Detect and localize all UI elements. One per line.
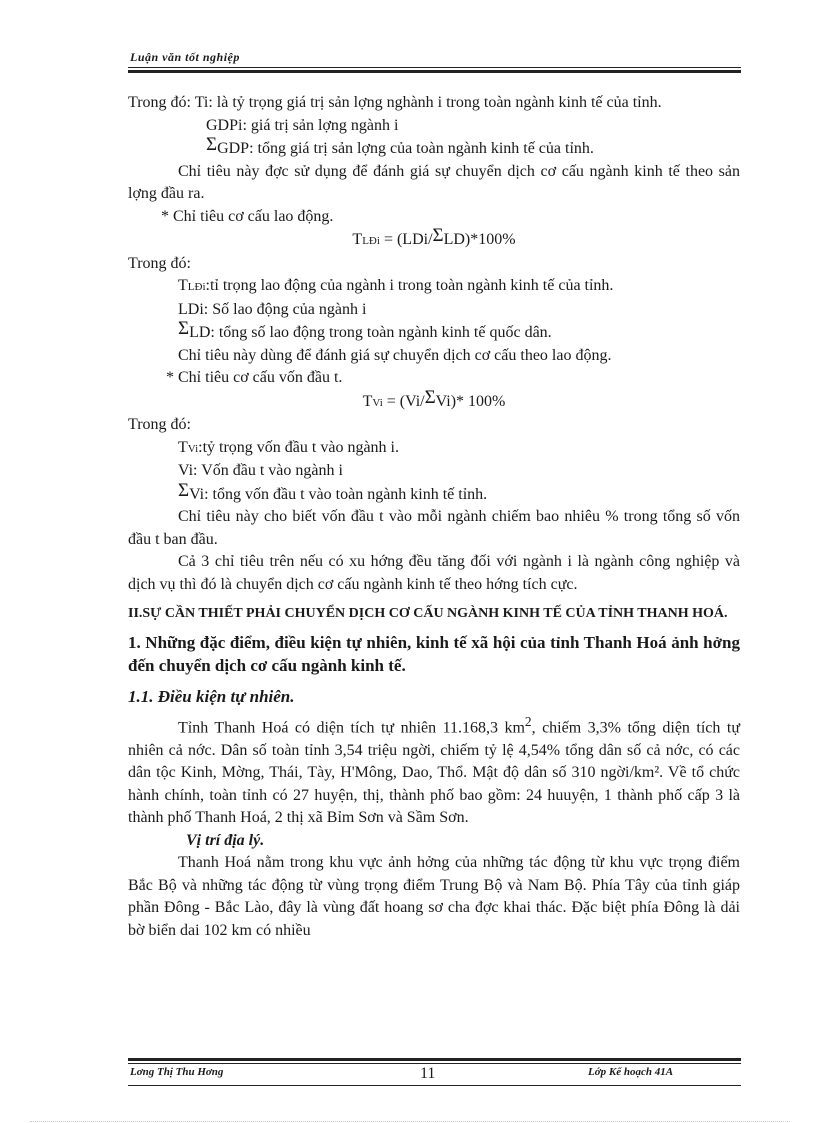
subscript: Vi xyxy=(187,442,199,455)
section-heading: II.SỰ CẦN THIẾT PHẢI CHUYỂN DỊCH CƠ CẤU NGÀNH KINH TẾ CỦA TỈNH THANH HOÁ. xyxy=(128,606,728,621)
paragraph xyxy=(128,437,740,461)
paragraph xyxy=(128,318,740,345)
paragraph xyxy=(128,134,740,161)
paragraph: GDPi: giá trị sản lợng ngành i xyxy=(206,116,399,134)
formula-t: T xyxy=(352,231,363,248)
header-title: Luận văn tốt nghiệp xyxy=(130,50,240,64)
text: T xyxy=(178,438,188,456)
header-rule xyxy=(128,67,741,68)
text: :tỉ trọng lao động của ngành i trong toàn ngành kinh tế của tỉnh. xyxy=(205,277,614,294)
subscript: LĐi xyxy=(187,281,206,293)
formula-labor xyxy=(128,225,740,253)
formula-sub: Vi xyxy=(372,396,383,409)
footer-author: Lơng Thị Thu Hơng xyxy=(130,1066,224,1078)
paragraph-location: Thanh Hoá nằm trong khu vực ảnh hởng của những tác động từ khu vực trọng điểm Bắc Bộ và những tác động từ vùng trọng điểm Trung Bộ và Nam Bộ. Phía Tây của tỉnh giáp phần Đông - Bắc Lào, đây là vùng đất hoang sơ cha đợc khai thác. Đặc biệt phía Đông là dải bờ biển dai 102 km có nhiều xyxy=(128,854,740,939)
heading-1: 1. Những đặc điểm, điều kiện tự nhiên, kinh tế xã hội của tỉnh Thanh Hoá ảnh hởng đến chuyển dịch cơ cấu ngành kinh tế. xyxy=(128,633,740,675)
paragraph xyxy=(128,479,740,507)
text: GDP: tổng giá trị sản lợng của toàn ngành kinh tế của tỉnh. xyxy=(217,140,594,157)
paragraph: Vi: Vốn đầu t vào ngành i xyxy=(178,462,343,479)
text: T xyxy=(178,277,188,294)
formula-sub: LĐi xyxy=(362,235,380,247)
page-body xyxy=(128,92,740,942)
paragraph: Trong đó: xyxy=(128,254,191,272)
text: , chiếm 3,3% tổng diện tích tự nhiên cả nớc. Dân số toàn tỉnh 3,54 triệu ngời, chiếm tỷ lệ 4,54% tổng dân số cả nớc, có các dân tộc Kinh, Mờng, Thái, Tày, H'Mông, Dao, Thổ. Mật độ dân số 310 ngời/km². Về tổ chức hành chính, toàn tỉnh có 27 huyện, thị, thành phố bao gồm: 24 huuyện, 1 thành phố cấp 3 là thành phố Thanh Hoá, 2 thị xã Bỉm Sơn và Sầm Sơn. xyxy=(128,719,740,827)
formula-capital xyxy=(128,386,740,415)
formula-end: LD)*100% xyxy=(443,231,516,248)
sigma-symbol: Σ xyxy=(178,479,190,501)
formula-mid: = (LDi/ xyxy=(379,231,433,248)
paragraph-natural xyxy=(128,711,740,830)
footer-rule-thick xyxy=(128,1058,741,1061)
heading-1-1: 1.1. Điều kiện tự nhiên. xyxy=(128,687,295,706)
paragraph: Trong đó: xyxy=(128,416,191,433)
paragraph: Cả 3 chỉ tiêu trên nếu có xu hớng đều tăng đối với ngành i là ngành công nghiệp và dịch vụ thì đó là chuyển dịch cơ cấu ngành kinh tế theo hớng tích cực. xyxy=(128,553,740,593)
paragraph: Chỉ tiêu này cho biết vốn đầu t vào mỗi ngành chiếm bao nhiêu % trong tổng số vốn đầu t ban đầu. xyxy=(128,508,740,548)
footer-rule-bottom xyxy=(128,1085,741,1086)
paragraph: Chỉ tiêu này dùng để đánh giá sự chuyển dịch cơ cấu theo lao động. xyxy=(178,346,612,364)
formula-mid: = (Vi/ xyxy=(382,392,425,410)
header-rule-thick xyxy=(128,70,741,73)
text: LD: tổng số lao động trong toàn ngành kinh tế quốc dân. xyxy=(189,324,552,341)
formula-end: Vi)* 100% xyxy=(435,392,506,410)
footer-class: Lớp Kế hoạch 41A xyxy=(588,1066,674,1078)
page-number: 11 xyxy=(420,1065,436,1082)
text: :tỷ trọng vốn đầu t vào ngành i. xyxy=(198,438,399,456)
paragraph: * Chỉ tiêu cơ cấu lao động. xyxy=(161,207,334,225)
sigma-symbol: Σ xyxy=(178,318,190,339)
footer-rule xyxy=(128,1063,741,1064)
page-edge xyxy=(30,1121,790,1122)
paragraph: * Chỉ tiêu cơ cấu vốn đầu t. xyxy=(166,369,343,386)
paragraph xyxy=(128,275,740,299)
superscript: 2 xyxy=(524,714,532,729)
paragraph: LDi: Số lao động của ngành i xyxy=(178,300,367,318)
text: Tỉnh Thanh Hoá có diện tích tự nhiên 11.168,3 km xyxy=(178,719,525,737)
text: Vi: tổng vốn đầu t vào toàn ngành kinh tế tỉnh. xyxy=(189,485,488,503)
subheading-location: Vị trí địa lý. xyxy=(186,831,265,849)
sigma-symbol: Σ xyxy=(432,225,444,246)
paragraph: Trong đó: Ti: là tỷ trọng giá trị sản lợng nghành i trong toàn ngành kinh tế của tỉnh. xyxy=(128,94,662,111)
paragraph: Chỉ tiêu này đợc sử dụng để đánh giá sự chuyển dịch cơ cấu ngành kinh tế theo sản lợng đầu ra. xyxy=(128,162,740,202)
sigma-symbol: Σ xyxy=(206,134,218,155)
formula-t: T xyxy=(362,392,373,410)
sigma-symbol: Σ xyxy=(424,386,436,408)
